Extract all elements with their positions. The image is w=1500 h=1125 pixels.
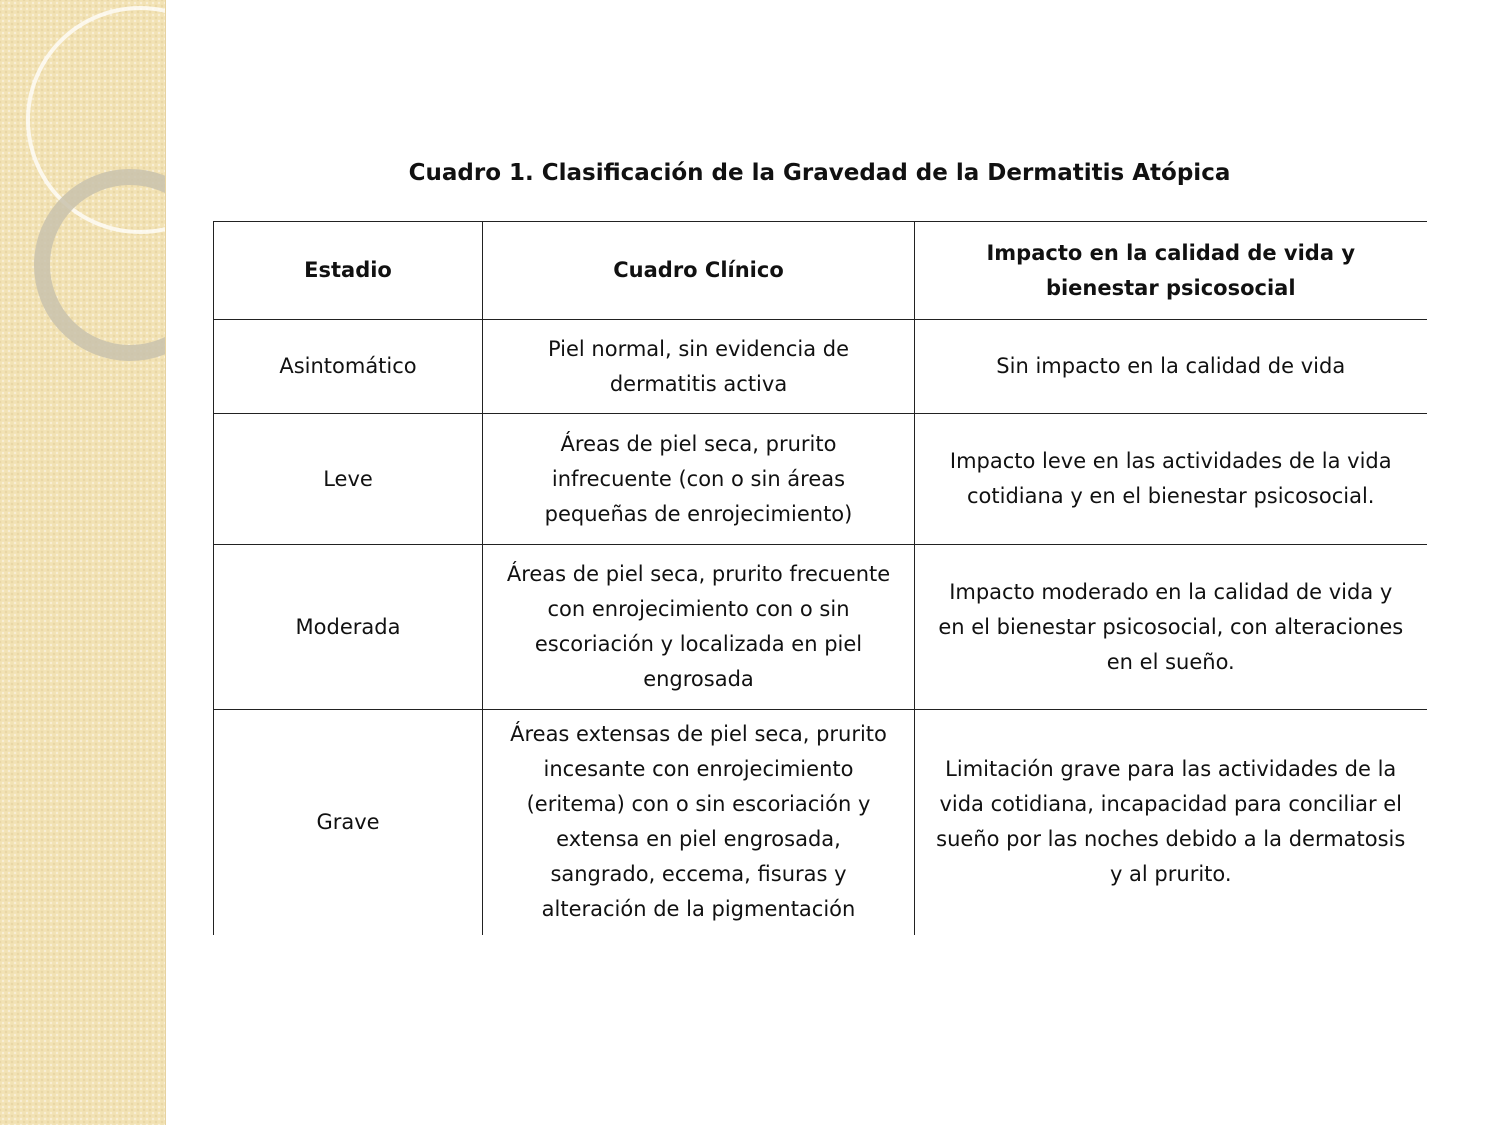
text-line: sueño por las noches debido a la dermatosis xyxy=(936,827,1406,852)
decorative-side-band xyxy=(0,0,166,1125)
cell-estadio: Grave xyxy=(214,710,483,935)
cell-clinico xyxy=(483,320,915,414)
header-impacto xyxy=(915,222,1427,320)
text-line: en el bienestar psicosocial, con alteraciones xyxy=(938,614,1404,639)
text-line: Impacto leve en las actividades de la vida xyxy=(949,449,1392,473)
text-line: Impacto moderado en la calidad de vida y xyxy=(949,579,1393,604)
text-line: sangrado, eccema, fisuras y xyxy=(550,862,847,887)
text-line: vida cotidiana, incapacidad para conciliar el xyxy=(939,792,1403,817)
text-line: Limitación grave para las actividades de la xyxy=(945,757,1397,782)
text-line: Sin impacto en la calidad de vida xyxy=(996,354,1346,378)
cell-estadio: Asintomático xyxy=(214,320,483,414)
text-line: Áreas de piel seca, prurito frecuente xyxy=(506,562,891,586)
text-line: extensa en piel engrosada, xyxy=(556,827,841,852)
text-line: cotidiana y en el bienestar psicosocial. xyxy=(966,484,1375,508)
table-title: Cuadro 1. Clasificación de la Gravedad de la Dermatitis Atópica xyxy=(408,160,1231,186)
text-line: Piel normal, sin evidencia de xyxy=(547,336,850,361)
table-header-row xyxy=(214,222,1427,320)
text-line: pequeñas de enrojecimiento) xyxy=(544,501,853,526)
text-line: Áreas extensas de piel seca, prurito xyxy=(510,722,887,747)
table-row xyxy=(214,710,1427,935)
cell-clinico xyxy=(483,414,915,545)
text-line: escoriación y localizada en piel xyxy=(534,632,863,656)
text-line: incesante con enrojecimiento xyxy=(543,757,854,782)
decorative-rings xyxy=(0,0,165,1125)
text-line: engrosada xyxy=(643,667,754,691)
cell-estadio: Leve xyxy=(214,414,483,545)
header-cuadro-clinico: Cuadro Clínico xyxy=(483,222,915,320)
text-line: y al prurito. xyxy=(1109,862,1232,887)
severity-classification-table xyxy=(213,221,1427,935)
cell-impacto xyxy=(915,414,1427,545)
table-row xyxy=(214,545,1427,710)
cell-clinico xyxy=(483,545,915,710)
text-line: alteración de la pigmentación xyxy=(541,897,856,922)
text-line: en el sueño. xyxy=(1106,649,1235,674)
table-row xyxy=(214,320,1427,414)
text-line: dermatitis activa xyxy=(609,371,788,396)
grey-ring-decoration xyxy=(42,177,165,353)
text-line: con enrojecimiento con o sin xyxy=(547,597,850,621)
white-ring-decoration xyxy=(28,8,165,232)
text-line: Áreas de piel seca, prurito xyxy=(560,431,837,456)
table-row xyxy=(214,414,1427,545)
header-estadio: Estadio xyxy=(214,222,483,320)
cell-impacto xyxy=(915,545,1427,710)
cell-impacto xyxy=(915,710,1427,935)
header-impacto-line: bienestar psicosocial xyxy=(1045,275,1296,300)
header-impacto-line: Impacto en la calidad de vida y xyxy=(986,240,1356,265)
text-line: infrecuente (con o sin áreas xyxy=(551,466,846,491)
cell-impacto xyxy=(915,320,1427,414)
cell-estadio: Moderada xyxy=(214,545,483,710)
cell-clinico xyxy=(483,710,915,935)
text-line: (eritema) con o sin escoriación y xyxy=(526,792,871,817)
